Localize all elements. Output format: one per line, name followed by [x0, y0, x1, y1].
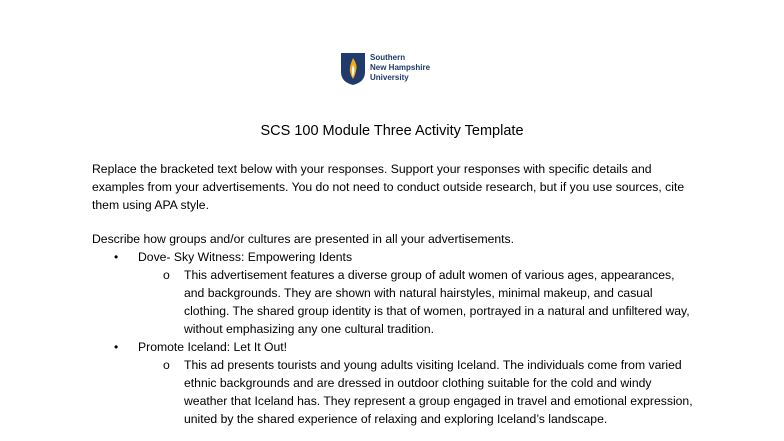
shield-flame-icon [340, 52, 366, 86]
logo-line-3: University [370, 73, 409, 82]
bullet-icon: • [114, 340, 119, 354]
document-title: SCS 100 Module Three Activity Template [260, 123, 524, 139]
question-prompt: Describe how groups and/or cultures are presented in all your advertisements. [92, 232, 515, 246]
advertisement-label: Dove- Sky Witness: Empowering Idents [138, 250, 353, 264]
sub-bullet-icon: o [163, 268, 170, 282]
logo-line-1: Southern [370, 53, 406, 62]
advertisement-label: Promote Iceland: Let It Out! [138, 340, 288, 354]
bullet-icon: • [114, 250, 119, 264]
logo-line-2: New Hampshire [370, 63, 431, 72]
logo-wordmark [370, 53, 430, 83]
advertisement-response: This ad presents tourists and young adults visiting Iceland. The individuals come from varied ethnic backgrounds and are dressed in outdoor clothing suitable for the cold and windy weather that Iceland has. They represent a group engaged in travel and emotional expression, united by the shared experience of relaxing and exploring Iceland’s landscape. [184, 358, 693, 426]
instructions-paragraph: Replace the bracketed text below with your responses. Support your responses with specific details and examples from your advertisements. You do not need to conduct outside research, but if you use sources, cite them using APA style. [92, 162, 685, 212]
sub-bullet-icon: o [163, 358, 170, 372]
advertisement-response: This advertisement features a diverse group of adult women of various ages, appearances, and backgrounds. They are shown with natural hairstyles, minimal makeup, and casual clothing. The shared group identity is that of women, portrayed in a natural and unfiltered way, without emphasizing any one cultural tradition. [184, 268, 690, 336]
university-logo [340, 52, 450, 88]
